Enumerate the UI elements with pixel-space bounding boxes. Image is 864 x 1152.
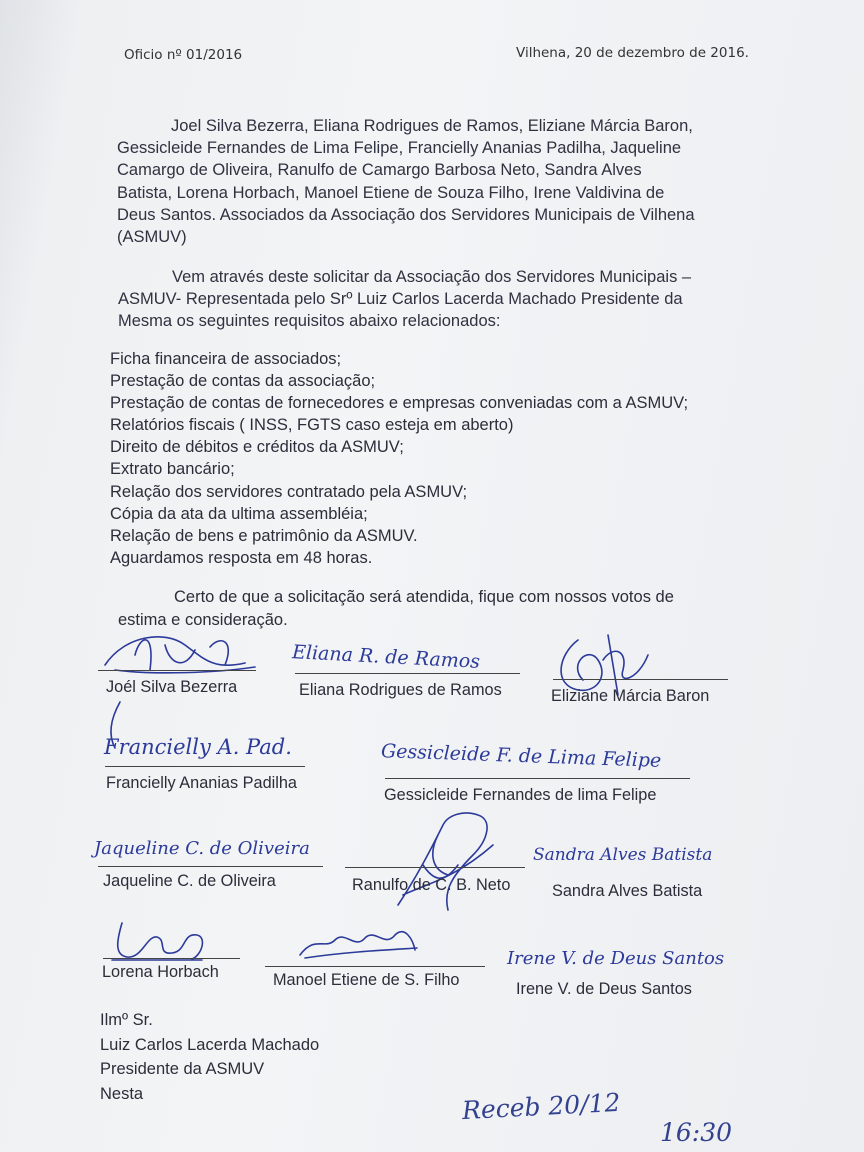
requirement-item: Relação dos servidores contratado pela ASMUV; <box>110 482 468 501</box>
signature-line <box>98 866 323 867</box>
office-number: Oficio nº 01/2016 <box>124 47 243 63</box>
signatory-name: Eliziane Márcia Baron <box>551 687 710 705</box>
signatory-name: Jaqueline C. de Oliveira <box>103 872 276 890</box>
signature-francielly: Francielly A. Pad. <box>104 735 292 759</box>
intro-line: Camargo de Oliveira, Ranulfo de Camargo Barbosa Neto, Sandra Alves <box>117 161 642 180</box>
signature-line <box>105 766 305 767</box>
signatory-name: Manoel Etiene de S. Filho <box>273 971 460 989</box>
signature-francielly-stroke <box>100 700 140 750</box>
request-line: Vem através deste solicitar da Associação dos Servidores Municipais – <box>172 268 692 286</box>
requirement-item: Ficha financeira de associados; <box>110 350 342 368</box>
request-line: Mesma os seguintes requisitos abaixo relacionados: <box>118 312 501 331</box>
requirement-item: Cópia da ata da ultima assembléia; <box>110 504 368 523</box>
addressee-name: Luiz Carlos Lacerda Machado <box>100 1035 320 1054</box>
receipt-note: Receb 20/12 <box>461 1087 622 1126</box>
signature-line <box>98 670 256 671</box>
addressee-role: Presidente da ASMUV <box>100 1060 265 1078</box>
signatory-name: Eliana Rodrigues de Ramos <box>299 681 502 699</box>
signatory-name: Gessicleide Fernandes de lima Felipe <box>384 786 657 804</box>
request-paragraph <box>118 266 691 333</box>
requirement-item: Relatórios fiscais ( INSS, FGTS caso esteja em aberto) <box>110 416 514 435</box>
signature-line <box>345 867 525 868</box>
signature-line <box>103 958 240 959</box>
receipt-time: 16:30 <box>660 1118 733 1147</box>
signatory-name: Irene V. de Deus Santos <box>516 980 692 998</box>
requirement-item: Prestação de contas de fornecedores e empresas conveniadas com a ASMUV; <box>110 394 689 413</box>
signature-line <box>265 966 485 967</box>
signature-eliana: Eliana R. de Ramos <box>291 641 481 673</box>
intro-line: Gessicleide Fernandes de Lima Felipe, Francielly Ananias Padilha, Jaqueline <box>117 139 682 158</box>
intro-line: Joel Silva Bezerra, Eliana Rodrigues de Ramos, Eliziane Márcia Baron, <box>171 117 693 135</box>
closing-line: estima e consideração. <box>118 611 288 629</box>
signature-manoel-scribble <box>295 920 420 965</box>
intro-line: (ASMUV) <box>117 228 187 247</box>
intro-paragraph <box>117 115 695 248</box>
requirement-item: Relação de bens e patrimônio da ASMUV. <box>110 526 418 545</box>
signatory-name: Lorena Horbach <box>102 963 219 981</box>
signatory-name: Ranulfo de C. B. Neto <box>352 876 511 894</box>
place-date: Vilhena, 20 de dezembro de 2016. <box>516 45 749 61</box>
signatory-name: Joél Silva Bezerra <box>106 678 238 696</box>
signatory-name: Sandra Alves Batista <box>552 882 703 900</box>
requirement-item: Prestação de contas da associação; <box>110 372 376 391</box>
signature-ranulfo-scribble <box>383 805 508 920</box>
intro-line: Deus Santos. Associados da Associação dos Servidores Municipais de Vilhena <box>117 205 695 224</box>
addressee-closing: Nesta <box>100 1084 144 1103</box>
signature-jaqueline: Jaqueline C. de Oliveira <box>94 838 310 859</box>
signature-joel-scribble <box>95 625 265 685</box>
requirement-item: Direito de débitos e créditos da ASMUV; <box>110 438 404 457</box>
addressee-block <box>100 1008 319 1106</box>
signature-sandra: Sandra Alves Batista <box>533 845 713 865</box>
signature-irene: Irene V. de Deus Santos <box>507 948 725 969</box>
requirements-list <box>110 348 688 569</box>
signature-line <box>295 673 520 674</box>
requirement-item: Aguardamos resposta em 48 horas. <box>110 548 373 567</box>
requirement-item: Extrato bancário; <box>110 460 235 479</box>
addressee-salutation: Ilmº Sr. <box>100 1011 153 1029</box>
signature-line <box>385 778 690 779</box>
signatory-name: Francielly Ananias Padilha <box>106 774 297 792</box>
signature-line <box>553 679 728 680</box>
signature-gessicleide: Gessicleide F. de Lima Felipe <box>380 740 662 772</box>
intro-line: Batista, Lorena Horbach, Manoel Etiene de Souza Filho, Irene Valdivina de <box>117 183 665 202</box>
closing-line: Certo de que a solicitação será atendida, fique com nossos votos de <box>174 588 674 606</box>
request-line: ASMUV- Representada pelo Srº Luiz Carlos Lacerda Machado Presidente da <box>118 290 683 309</box>
